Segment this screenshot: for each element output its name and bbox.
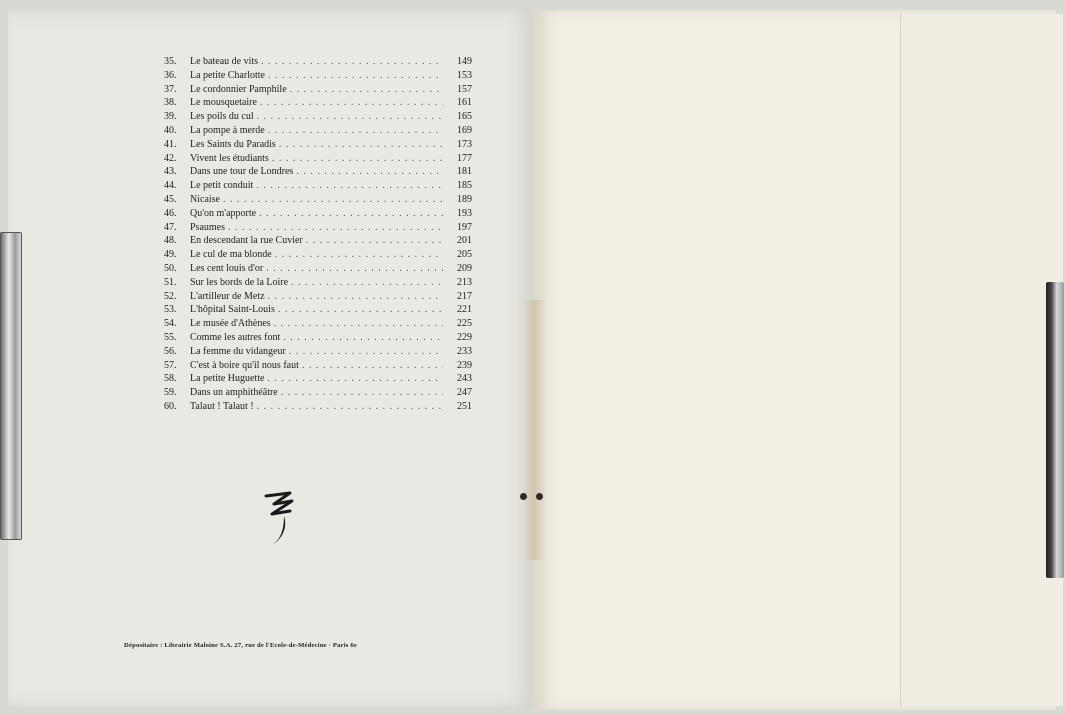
toc-entry-page: 247 bbox=[457, 387, 472, 399]
toc-dot-leader bbox=[266, 262, 443, 276]
toc-entry-page: 181 bbox=[457, 166, 472, 178]
toc-entry-title: Le musée d'Athènes bbox=[190, 318, 271, 330]
toc-entry-title: Talaut ! Talaut ! bbox=[190, 400, 254, 412]
toc-entry-title: Le petit conduit bbox=[190, 180, 254, 192]
toc-entry-page: 157 bbox=[457, 83, 472, 95]
toc-entry-title: La petite Huguette bbox=[190, 373, 265, 385]
toc-entry bbox=[164, 152, 472, 166]
toc-entry-number: 38. bbox=[164, 97, 177, 109]
toc-entry-title: Dans une tour de Londres bbox=[190, 166, 294, 178]
toc-entry bbox=[164, 303, 472, 317]
toc-entry-number: 54. bbox=[164, 318, 177, 330]
toc-dot-leader bbox=[272, 152, 443, 166]
toc-entry bbox=[164, 400, 472, 414]
toc-dot-leader bbox=[306, 234, 443, 248]
toc-dot-leader bbox=[268, 69, 443, 83]
toc-entry-page: 229 bbox=[457, 331, 472, 343]
toc-entry bbox=[164, 331, 472, 345]
toc-entry-page: 205 bbox=[457, 249, 472, 261]
toc-entry-page: 213 bbox=[457, 276, 472, 288]
toc-entry-number: 37. bbox=[164, 83, 177, 95]
toc-entry bbox=[164, 359, 472, 373]
toc-dot-leader bbox=[279, 138, 443, 152]
toc-entry-page: 189 bbox=[457, 193, 472, 205]
toc-entry-number: 42. bbox=[164, 152, 177, 164]
toc-entry-number: 40. bbox=[164, 124, 177, 136]
toc-entry bbox=[164, 179, 472, 193]
toc-entry-number: 47. bbox=[164, 221, 177, 233]
table-of-contents bbox=[164, 55, 472, 414]
toc-entry-page: 173 bbox=[457, 138, 472, 150]
toc-entry bbox=[164, 276, 472, 290]
toc-entry-number: 56. bbox=[164, 345, 177, 357]
toc-dot-leader bbox=[296, 165, 443, 179]
toc-entry bbox=[164, 221, 472, 235]
toc-entry-page: 149 bbox=[457, 56, 472, 67]
toc-entry-title: La femme du vidangeur bbox=[190, 345, 286, 357]
toc-entry-number: 41. bbox=[164, 138, 177, 150]
toc-entry bbox=[164, 55, 472, 69]
toc-entry-number: 44. bbox=[164, 180, 177, 192]
toc-dot-leader bbox=[275, 248, 443, 262]
toc-entry-number: 36. bbox=[164, 69, 177, 81]
toc-entry bbox=[164, 165, 472, 179]
toc-dot-leader bbox=[268, 290, 443, 304]
toc-entry-title: L'hôpital Saint-Louis bbox=[190, 304, 275, 316]
toc-entry-title: Le mousquetaire bbox=[190, 97, 257, 109]
toc-entry-title: Vivent les étudiants bbox=[190, 152, 269, 164]
toc-entry-number: 57. bbox=[164, 359, 177, 371]
toc-entry-page: 197 bbox=[457, 221, 472, 233]
toc-entry-page: 243 bbox=[457, 373, 472, 385]
toc-entry-title: C'est à boire qu'il nous faut bbox=[190, 359, 299, 371]
toc-entry-number: 46. bbox=[164, 207, 177, 219]
toc-entry-page: 177 bbox=[457, 152, 472, 164]
binding-hole-right bbox=[536, 493, 543, 500]
toc-entry-number: 53. bbox=[164, 304, 177, 316]
toc-entry-title: Le bateau de vits bbox=[190, 56, 259, 67]
toc-dot-leader bbox=[257, 400, 443, 414]
toc-entry-title: Nicaise bbox=[190, 193, 220, 205]
toc-entry bbox=[164, 124, 472, 138]
toc-entry bbox=[164, 234, 472, 248]
toc-entry bbox=[164, 193, 472, 207]
toc-dot-leader bbox=[223, 193, 443, 207]
publisher-footer: Dépositaire : Librairie Maloine S.A. 27, rue de l'Ecole-de-Médecine · Paris 6e bbox=[124, 642, 358, 649]
toc-entry-title: Comme les autres font bbox=[190, 331, 281, 343]
toc-dot-leader bbox=[278, 303, 443, 317]
toc-entry-page: 251 bbox=[457, 400, 472, 412]
toc-entry-page: 239 bbox=[457, 359, 472, 371]
toc-entry-title: Sur les bords de la Loire bbox=[190, 276, 289, 288]
toc-entry bbox=[164, 345, 472, 359]
toc-entry-title: La petite Charlotte bbox=[190, 69, 265, 81]
toc-dot-leader bbox=[302, 359, 443, 373]
toc-dot-leader bbox=[228, 221, 443, 235]
toc-entry-page: 153 bbox=[457, 69, 472, 81]
toc-entry bbox=[164, 290, 472, 304]
toc-entry-page: 217 bbox=[457, 290, 472, 302]
toc-entry-page: 169 bbox=[457, 124, 472, 136]
toc-entry bbox=[164, 83, 472, 97]
toc-entry-title: L'artilleur de Metz bbox=[190, 290, 265, 302]
toc-entry-number: 55. bbox=[164, 331, 177, 343]
metal-clip-right bbox=[1046, 282, 1064, 578]
toc-dot-leader bbox=[291, 276, 443, 290]
toc-dot-leader bbox=[260, 96, 443, 110]
binding-hole-left bbox=[520, 493, 527, 500]
toc-entry-number: 59. bbox=[164, 387, 177, 399]
toc-entry bbox=[164, 69, 472, 83]
toc-dot-leader bbox=[259, 207, 443, 221]
toc-entry-number: 49. bbox=[164, 249, 177, 261]
toc-dot-leader bbox=[257, 110, 443, 124]
toc-entry-page: 221 bbox=[457, 304, 472, 316]
toc-entry-title: Dans un amphithéâtre bbox=[190, 387, 278, 399]
toc-dot-leader bbox=[256, 179, 443, 193]
toc-entry bbox=[164, 317, 472, 331]
toc-dot-leader bbox=[268, 124, 443, 138]
toc-entry-page: 193 bbox=[457, 207, 472, 219]
toc-entry bbox=[164, 207, 472, 221]
toc-entry-number: 50. bbox=[164, 262, 177, 274]
toc-entry bbox=[164, 110, 472, 124]
gutter-stain bbox=[523, 300, 545, 560]
toc-dot-leader bbox=[290, 83, 443, 97]
toc-entry-number: 48. bbox=[164, 235, 177, 247]
toc-entry-title: Qu'on m'apporte bbox=[190, 207, 257, 219]
toc-entry-page: 225 bbox=[457, 318, 472, 330]
toc-entry-title: Psaumes bbox=[190, 221, 225, 233]
toc-entry-title: Le cul de ma blonde bbox=[190, 249, 272, 261]
toc-entry bbox=[164, 372, 472, 386]
toc-dot-leader bbox=[261, 55, 443, 69]
toc-entry-page: 209 bbox=[457, 262, 472, 274]
toc-entry-number: 58. bbox=[164, 373, 177, 385]
toc-entry-number: 51. bbox=[164, 276, 177, 288]
toc-entry bbox=[164, 138, 472, 152]
toc-dot-leader bbox=[281, 386, 443, 400]
toc-entry-title: En descendant la rue Cuvier bbox=[190, 235, 303, 247]
toc-entry-page: 165 bbox=[457, 111, 472, 123]
toc-entry-title: Les cent louis d'or bbox=[190, 262, 264, 274]
toc-entry-title: La pompe à merde bbox=[190, 124, 265, 136]
toc-entry-title: Le cordonnier Pamphile bbox=[190, 83, 287, 95]
toc-entry-page: 185 bbox=[457, 180, 472, 192]
right-page-back-leaf bbox=[900, 14, 1063, 706]
metal-clip-left bbox=[0, 232, 22, 540]
toc-entry-number: 35. bbox=[164, 56, 177, 67]
toc-entry-page: 233 bbox=[457, 345, 472, 357]
toc-dot-leader bbox=[267, 372, 443, 386]
toc-entry bbox=[164, 248, 472, 262]
toc-entry-page: 201 bbox=[457, 235, 472, 247]
toc-dot-leader bbox=[274, 317, 443, 331]
toc-entry-page: 161 bbox=[457, 97, 472, 109]
toc-entry bbox=[164, 386, 472, 400]
toc-entry-number: 39. bbox=[164, 111, 177, 123]
toc-entry-title: Les Saints du Paradis bbox=[190, 138, 276, 150]
toc-entry-number: 45. bbox=[164, 193, 177, 205]
toc-entry-number: 60. bbox=[164, 400, 177, 412]
publisher-emblem bbox=[262, 490, 298, 554]
toc-entry-number: 43. bbox=[164, 166, 177, 178]
toc-dot-leader bbox=[289, 345, 443, 359]
toc-entry bbox=[164, 262, 472, 276]
toc-entry bbox=[164, 96, 472, 110]
toc-entry-title: Les poils du cul bbox=[190, 111, 254, 123]
toc-entry-number: 52. bbox=[164, 290, 177, 302]
toc-dot-leader bbox=[283, 331, 443, 345]
